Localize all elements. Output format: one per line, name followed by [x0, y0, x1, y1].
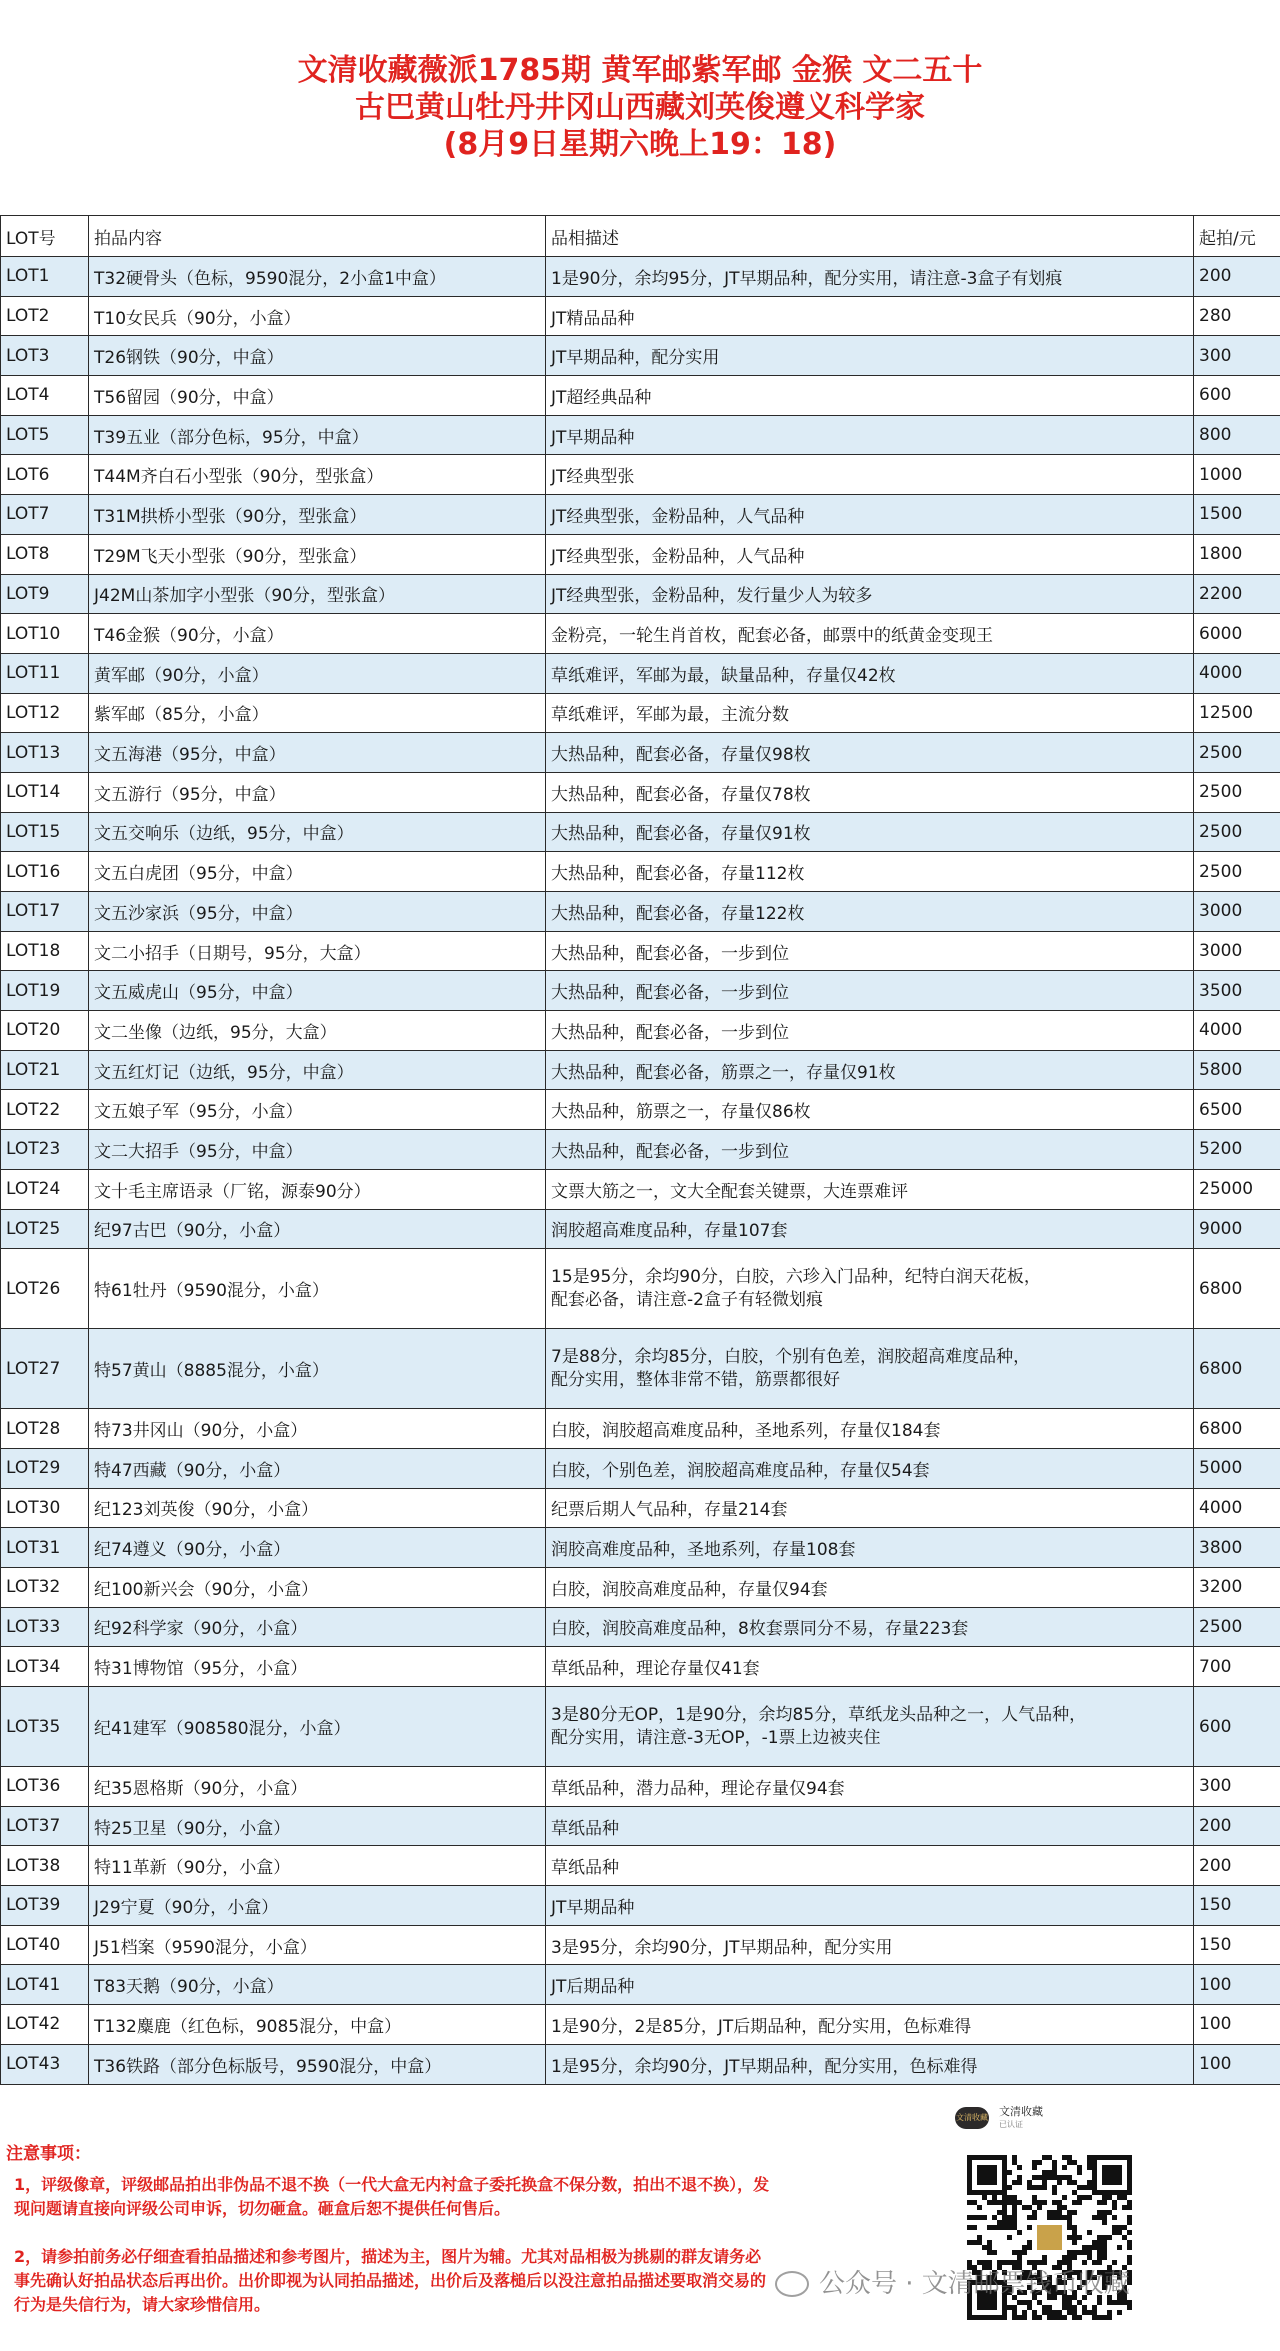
col-header-condition: 品相描述	[546, 216, 1194, 257]
table-header-row	[1, 216, 1280, 257]
table-row	[1, 971, 1280, 1011]
condition-cell: 大热品种，配套必备，筋票之一，存量仅91枚	[546, 1050, 1194, 1090]
table-row	[1, 1011, 1280, 1051]
condition-cell: 草纸品种	[546, 1846, 1194, 1886]
item-cell: 文五交响乐（边纸，95分，中盒）	[89, 812, 546, 852]
item-cell: 纪123刘英俊（90分，小盒）	[89, 1488, 546, 1528]
table-row	[1, 1488, 1280, 1528]
table-row	[1, 693, 1280, 733]
item-cell: 特61牡丹（9590混分，小盒）	[89, 1249, 546, 1329]
table-row	[1, 1130, 1280, 1170]
lot-number-cell: LOT37	[1, 1806, 89, 1846]
start-price-cell: 1500	[1194, 495, 1280, 535]
start-price-cell: 1800	[1194, 534, 1280, 574]
lot-number-cell: LOT2	[1, 296, 89, 336]
condition-cell: JT经典型张，金粉品种，人气品种	[546, 495, 1194, 535]
condition-cell: 白胶，润胶超高难度品种，圣地系列，存量仅184套	[546, 1409, 1194, 1449]
table-row	[1, 1925, 1280, 1965]
wechat-icon	[775, 2271, 809, 2297]
item-cell: 纪41建军（908580混分，小盒）	[89, 1687, 546, 1767]
start-price-cell: 5000	[1194, 1448, 1280, 1488]
start-price-cell: 2500	[1194, 812, 1280, 852]
table-row	[1, 1409, 1280, 1449]
item-cell: 文五游行（95分，中盒）	[89, 772, 546, 812]
notes-title: 注意事项：	[6, 2143, 91, 2164]
lot-number-cell: LOT8	[1, 534, 89, 574]
start-price-cell: 3800	[1194, 1528, 1280, 1568]
condition-cell: 草纸品种，理论存量仅41套	[546, 1647, 1194, 1687]
start-price-cell: 200	[1194, 1806, 1280, 1846]
table-row	[1, 574, 1280, 614]
item-cell: T132麋鹿（红色标，9085混分，中盒）	[89, 2005, 546, 2045]
item-cell: T83天鹅（90分，小盒）	[89, 1965, 546, 2005]
notes-item-2: 2，请参拍前务必仔细查看拍品描述和参考图片，描述为主，图片为辅。尤其对品相极为挑剔的群友请务必事先确认好拍品状态后再出价。出价即视为认同拍品描述，出价后及落槌后以没注意拍品描述要取消交易的行为是失信行为，请大家珍惜信用。	[14, 2246, 767, 2314]
table-row	[1, 495, 1280, 535]
start-price-cell: 4000	[1194, 1488, 1280, 1528]
col-header-start-price: 起拍/元	[1194, 216, 1280, 257]
start-price-cell: 6800	[1194, 1249, 1280, 1329]
lot-number-cell: LOT5	[1, 415, 89, 455]
condition-cell: 润胶超高难度品种，存量107套	[546, 1209, 1194, 1249]
lot-number-cell: LOT18	[1, 931, 89, 971]
lot-number-cell: LOT27	[1, 1329, 89, 1409]
item-cell: 纪100新兴会（90分，小盒）	[89, 1567, 546, 1607]
table-row	[1, 376, 1280, 416]
table-row	[1, 1448, 1280, 1488]
start-price-cell: 4000	[1194, 653, 1280, 693]
brand-logo: 文清收藏	[955, 2107, 989, 2129]
start-price-cell: 5200	[1194, 1130, 1280, 1170]
lot-number-cell: LOT32	[1, 1567, 89, 1607]
item-cell: T10女民兵（90分，小盒）	[89, 296, 546, 336]
table-row	[1, 1965, 1280, 2005]
item-cell: 文五娘子军（95分，小盒）	[89, 1090, 546, 1130]
lot-number-cell: LOT29	[1, 1448, 89, 1488]
col-header-item: 拍品内容	[89, 216, 546, 257]
lot-number-cell: LOT23	[1, 1130, 89, 1170]
item-cell: 纪74遵义（90分，小盒）	[89, 1528, 546, 1568]
start-price-cell: 6800	[1194, 1409, 1280, 1449]
start-price-cell: 3500	[1194, 971, 1280, 1011]
item-cell: 文五沙家浜（95分，中盒）	[89, 892, 546, 932]
notes-item-1: 1，评级像章，评级邮品拍出非伪品不退不换（一代大盒无内衬盒子委托换盒不保分数，拍出不退不换），发现问题请直接向评级公司申诉，切勿砸盒。砸盒后恕不提供任何售后。	[14, 2174, 770, 2218]
lot-number-cell: LOT7	[1, 495, 89, 535]
table-row	[1, 812, 1280, 852]
table-row	[1, 1209, 1280, 1249]
table-row	[1, 1528, 1280, 1568]
item-cell: 特57黄山（8885混分，小盒）	[89, 1329, 546, 1409]
table-row	[1, 1767, 1280, 1807]
title-line-3: (8月9日星期六晚上19：18)	[443, 127, 837, 162]
lot-number-cell: LOT15	[1, 812, 89, 852]
item-cell: 黄军邮（90分，小盒）	[89, 653, 546, 693]
item-cell: 纪92科学家（90分，小盒）	[89, 1607, 546, 1647]
account-sub: 已认证	[999, 2119, 1023, 2129]
item-cell: 纪97古巴（90分，小盒）	[89, 1209, 546, 1249]
start-price-cell: 150	[1194, 1886, 1280, 1926]
lot-number-cell: LOT24	[1, 1169, 89, 1209]
auction-table	[0, 215, 1280, 2085]
item-cell: T31M拱桥小型张（90分，型张盒）	[89, 495, 546, 535]
condition-cell: 1是90分，余均95分，JT早期品种，配分实用，请注意-3盒子有划痕	[546, 257, 1194, 297]
item-cell: 特31博物馆（95分，小盒）	[89, 1647, 546, 1687]
start-price-cell: 150	[1194, 1925, 1280, 1965]
table-row	[1, 1647, 1280, 1687]
lot-number-cell: LOT12	[1, 693, 89, 733]
lot-number-cell: LOT43	[1, 2044, 89, 2084]
lot-number-cell: LOT22	[1, 1090, 89, 1130]
lot-number-cell: LOT20	[1, 1011, 89, 1051]
lot-number-cell: LOT6	[1, 455, 89, 495]
condition-cell: 大热品种，配套必备，一步到位	[546, 931, 1194, 971]
start-price-cell: 2500	[1194, 1607, 1280, 1647]
lot-number-cell: LOT19	[1, 971, 89, 1011]
table-row	[1, 1249, 1280, 1329]
condition-cell: 白胶，润胶高难度品种，8枚套票同分不易，存量223套	[546, 1607, 1194, 1647]
start-price-cell: 100	[1194, 2005, 1280, 2045]
condition-cell: JT早期品种	[546, 415, 1194, 455]
table-row	[1, 931, 1280, 971]
table-row	[1, 2044, 1280, 2084]
condition-cell: 草纸难评，军邮为最，缺量品种，存量仅42枚	[546, 653, 1194, 693]
item-cell: 文十毛主席语录（厂铭，源泰90分）	[89, 1169, 546, 1209]
condition-cell: 大热品种，配套必备，存量112枚	[546, 852, 1194, 892]
condition-cell: 草纸难评，军邮为最，主流分数	[546, 693, 1194, 733]
table-row	[1, 2005, 1280, 2045]
lot-number-cell: LOT36	[1, 1767, 89, 1807]
table-row	[1, 1607, 1280, 1647]
account-name: 文清收藏	[999, 2104, 1043, 2118]
table-row	[1, 296, 1280, 336]
start-price-cell: 600	[1194, 376, 1280, 416]
lot-number-cell: LOT13	[1, 733, 89, 773]
lot-number-cell: LOT11	[1, 653, 89, 693]
table-row	[1, 257, 1280, 297]
table-row	[1, 1687, 1280, 1767]
item-cell: 文五红灯记（边纸，95分，中盒）	[89, 1050, 546, 1090]
item-cell: 特25卫星（90分，小盒）	[89, 1806, 546, 1846]
lot-number-cell: LOT25	[1, 1209, 89, 1249]
condition-cell: JT经典型张	[546, 455, 1194, 495]
condition-cell: 大热品种，配套必备，存量仅91枚	[546, 812, 1194, 852]
lot-number-cell: LOT17	[1, 892, 89, 932]
item-cell: 文二坐像（边纸，95分，大盒）	[89, 1011, 546, 1051]
lot-number-cell: LOT30	[1, 1488, 89, 1528]
lot-number-cell: LOT3	[1, 336, 89, 376]
lot-number-cell: LOT39	[1, 1886, 89, 1926]
watermark	[775, 2263, 1130, 2300]
table-row	[1, 1846, 1280, 1886]
condition-cell: 大热品种，配套必备，存量122枚	[546, 892, 1194, 932]
start-price-cell: 200	[1194, 257, 1280, 297]
condition-cell: JT经典型张，金粉品种，人气品种	[546, 534, 1194, 574]
table-row	[1, 415, 1280, 455]
table-row	[1, 336, 1280, 376]
item-cell: T36铁路（部分色标版号，9590混分，中盒）	[89, 2044, 546, 2084]
start-price-cell: 2500	[1194, 733, 1280, 773]
condition-cell: JT超经典品种	[546, 376, 1194, 416]
item-cell: T44M齐白石小型张（90分，型张盒）	[89, 455, 546, 495]
notes-section	[0, 2085, 1280, 2342]
condition-cell: JT早期品种，配分实用	[546, 336, 1194, 376]
item-cell: 文二大招手（95分，中盒）	[89, 1130, 546, 1170]
condition-cell: 7是88分，余均85分，白胶，个别有色差，润胶超高难度品种， 配分实用，整体非常不错，筋票都很好	[546, 1329, 1194, 1409]
start-price-cell: 5800	[1194, 1050, 1280, 1090]
lot-number-cell: LOT14	[1, 772, 89, 812]
start-price-cell: 300	[1194, 1767, 1280, 1807]
condition-cell: JT精品品种	[546, 296, 1194, 336]
lot-number-cell: LOT9	[1, 574, 89, 614]
table-row	[1, 653, 1280, 693]
condition-cell: 1是90分，2是85分，JT后期品种，配分实用，色标难得	[546, 2005, 1194, 2045]
start-price-cell: 6500	[1194, 1090, 1280, 1130]
condition-cell: JT后期品种	[546, 1965, 1194, 2005]
start-price-cell: 600	[1194, 1687, 1280, 1767]
lot-number-cell: LOT42	[1, 2005, 89, 2045]
start-price-cell: 100	[1194, 2044, 1280, 2084]
condition-cell: 草纸品种	[546, 1806, 1194, 1846]
table-row	[1, 1090, 1280, 1130]
item-cell: 特73井冈山（90分，小盒）	[89, 1409, 546, 1449]
title-line-2: 古巴黄山牡丹井冈山西藏刘英俊遵义科学家	[355, 90, 925, 125]
watermark-text: 公众号 · 文清邮票钱币收藏	[819, 2268, 1130, 2299]
page-header	[0, 0, 1280, 215]
condition-cell: JT早期品种	[546, 1886, 1194, 1926]
table-row	[1, 772, 1280, 812]
lot-number-cell: LOT26	[1, 1249, 89, 1329]
start-price-cell: 4000	[1194, 1011, 1280, 1051]
condition-cell: 15是95分，余均90分，白胶，六珍入门品种，纪特白润天花板， 配套必备，请注意-2盒子有轻微划痕	[546, 1249, 1194, 1329]
start-price-cell: 1000	[1194, 455, 1280, 495]
condition-cell: 润胶高难度品种，圣地系列，存量108套	[546, 1528, 1194, 1568]
table-row	[1, 1050, 1280, 1090]
start-price-cell: 12500	[1194, 693, 1280, 733]
item-cell: T39五业（部分色标，95分，中盒）	[89, 415, 546, 455]
item-cell: 文五海港（95分，中盒）	[89, 733, 546, 773]
condition-cell: 大热品种，筋票之一，存量仅86枚	[546, 1090, 1194, 1130]
table-body	[1, 257, 1280, 2085]
item-cell: 文五威虎山（95分，中盒）	[89, 971, 546, 1011]
item-cell: T29M飞天小型张（90分，型张盒）	[89, 534, 546, 574]
lot-number-cell: LOT1	[1, 257, 89, 297]
item-cell: T46金猴（90分，小盒）	[89, 614, 546, 654]
item-cell: J42M山茶加字小型张（90分，型张盒）	[89, 574, 546, 614]
table-row	[1, 1169, 1280, 1209]
condition-cell: 3是80分无OP，1是90分，余均85分，草纸龙头品种之一，人气品种， 配分实用，请注意-3无OP，-1票上边被夹住	[546, 1687, 1194, 1767]
start-price-cell: 300	[1194, 336, 1280, 376]
table-row	[1, 455, 1280, 495]
title-line-1: 文清收藏薇派1785期 黄军邮紫军邮 金猴 文二五十	[297, 53, 983, 88]
lot-number-cell: LOT40	[1, 1925, 89, 1965]
item-cell: 文二小招手（日期号，95分，大盒）	[89, 931, 546, 971]
start-price-cell: 800	[1194, 415, 1280, 455]
table-row	[1, 1806, 1280, 1846]
item-cell: T56留园（90分，中盒）	[89, 376, 546, 416]
condition-cell: 白胶，润胶高难度品种，存量仅94套	[546, 1567, 1194, 1607]
start-price-cell: 9000	[1194, 1209, 1280, 1249]
start-price-cell: 200	[1194, 1846, 1280, 1886]
start-price-cell: 25000	[1194, 1169, 1280, 1209]
condition-cell: 1是95分，余均90分，JT早期品种，配分实用，色标难得	[546, 2044, 1194, 2084]
condition-cell: 金粉亮，一轮生肖首枚，配套必备，邮票中的纸黄金变现王	[546, 614, 1194, 654]
item-cell: J29宁夏（90分，小盒）	[89, 1886, 546, 1926]
item-cell: T26钢铁（90分，中盒）	[89, 336, 546, 376]
table-row	[1, 1329, 1280, 1409]
start-price-cell: 2500	[1194, 772, 1280, 812]
item-cell: 文五白虎团（95分，中盒）	[89, 852, 546, 892]
table-row	[1, 1567, 1280, 1607]
start-price-cell: 280	[1194, 296, 1280, 336]
table-row	[1, 534, 1280, 574]
lot-number-cell: LOT28	[1, 1409, 89, 1449]
item-cell: 紫军邮（85分，小盒）	[89, 693, 546, 733]
lot-number-cell: LOT38	[1, 1846, 89, 1886]
lot-number-cell: LOT35	[1, 1687, 89, 1767]
condition-cell: 大热品种，配套必备，一步到位	[546, 1130, 1194, 1170]
start-price-cell: 3000	[1194, 892, 1280, 932]
lot-number-cell: LOT34	[1, 1647, 89, 1687]
condition-cell: 大热品种，配套必备，一步到位	[546, 971, 1194, 1011]
item-cell: J51档案（9590混分，小盒）	[89, 1925, 546, 1965]
condition-cell: JT经典型张，金粉品种，发行量少人为较多	[546, 574, 1194, 614]
start-price-cell: 3000	[1194, 931, 1280, 971]
lot-number-cell: LOT21	[1, 1050, 89, 1090]
condition-cell: 纪票后期人气品种，存量214套	[546, 1488, 1194, 1528]
lot-number-cell: LOT4	[1, 376, 89, 416]
table-row	[1, 614, 1280, 654]
lot-number-cell: LOT33	[1, 1607, 89, 1647]
lot-number-cell: LOT10	[1, 614, 89, 654]
start-price-cell: 2200	[1194, 574, 1280, 614]
item-cell: 纪35恩格斯（90分，小盒）	[89, 1767, 546, 1807]
condition-cell: 白胶，个别色差，润胶超高难度品种，存量仅54套	[546, 1448, 1194, 1488]
lot-number-cell: LOT16	[1, 852, 89, 892]
condition-cell: 大热品种，配套必备，存量仅98枚	[546, 733, 1194, 773]
col-header-lot: LOT号	[1, 216, 89, 257]
table-row	[1, 892, 1280, 932]
lot-number-cell: LOT41	[1, 1965, 89, 2005]
start-price-cell: 2500	[1194, 852, 1280, 892]
table-row	[1, 852, 1280, 892]
start-price-cell: 100	[1194, 1965, 1280, 2005]
condition-cell: 大热品种，配套必备，存量仅78枚	[546, 772, 1194, 812]
condition-cell: 大热品种，配套必备，一步到位	[546, 1011, 1194, 1051]
table-row	[1, 1886, 1280, 1926]
start-price-cell: 700	[1194, 1647, 1280, 1687]
item-cell: T32硬骨头（色标，9590混分，2小盒1中盒）	[89, 257, 546, 297]
start-price-cell: 3200	[1194, 1567, 1280, 1607]
item-cell: 特11革新（90分，小盒）	[89, 1846, 546, 1886]
start-price-cell: 6000	[1194, 614, 1280, 654]
lot-number-cell: LOT31	[1, 1528, 89, 1568]
condition-cell: 文票大筋之一，文大全配套关键票，大连票难评	[546, 1169, 1194, 1209]
start-price-cell: 6800	[1194, 1329, 1280, 1409]
item-cell: 特47西藏（90分，小盒）	[89, 1448, 546, 1488]
condition-cell: 草纸品种，潜力品种，理论存量仅94套	[546, 1767, 1194, 1807]
table-row	[1, 733, 1280, 773]
condition-cell: 3是95分，余均90分，JT早期品种，配分实用	[546, 1925, 1194, 1965]
